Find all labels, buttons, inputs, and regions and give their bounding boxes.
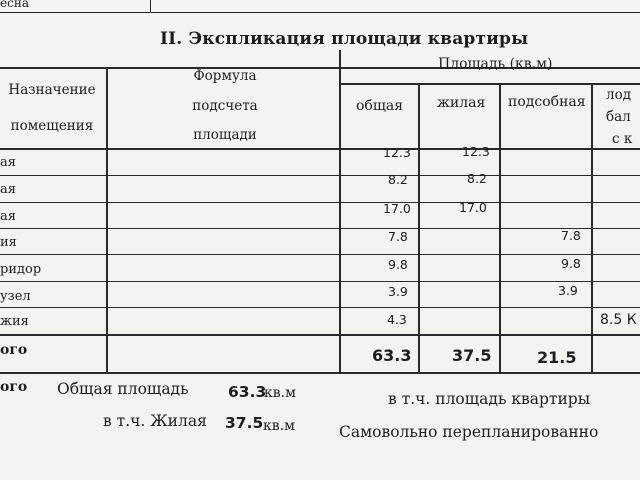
header-purpose-line: помещения bbox=[10, 118, 94, 134]
totals-aux: 21.5 bbox=[537, 348, 577, 367]
header-loggia-line: бал bbox=[606, 109, 631, 125]
totals-living: 37.5 bbox=[452, 346, 492, 365]
header-purpose bbox=[2, 78, 102, 138]
page-title: II. Экспликация площади квартиры bbox=[160, 29, 529, 49]
area-living: 12.3 bbox=[462, 144, 490, 159]
header-area-group: Площадь (кв.м) bbox=[438, 56, 553, 72]
area-aux: 9.8 bbox=[561, 256, 581, 271]
summary-unit: кв.м bbox=[264, 385, 296, 401]
room-name: ая bbox=[0, 155, 16, 170]
room-name: узел bbox=[0, 289, 31, 304]
area-total: 12.3 bbox=[383, 145, 411, 160]
summary-total-label: Общая площадь bbox=[57, 380, 189, 398]
totals-total: 63.3 bbox=[372, 346, 412, 365]
area-aux: 3.9 bbox=[558, 283, 578, 298]
area-living: 8.2 bbox=[467, 171, 487, 186]
header-loggia-line: лод bbox=[606, 87, 632, 103]
room-name: ая bbox=[0, 209, 16, 224]
summary-replan-label: Самовольно перепланированно bbox=[339, 423, 599, 441]
header-total: общая bbox=[356, 98, 404, 114]
header-purpose-line: Назначение bbox=[8, 82, 96, 98]
header-loggia bbox=[606, 84, 632, 150]
summary-unit: кв.м bbox=[263, 418, 295, 434]
area-aux: 7.8 bbox=[561, 228, 581, 243]
summary-apartment-area-label: в т.ч. площадь квартиры bbox=[388, 390, 591, 408]
summary-total-value: 63.3 bbox=[228, 383, 267, 401]
fragment-text: есна bbox=[0, 0, 29, 10]
room-name: ия bbox=[0, 235, 17, 250]
totals-label: ого bbox=[0, 342, 28, 358]
room-name: ридор bbox=[0, 262, 42, 277]
header-living: жилая bbox=[437, 95, 486, 111]
header-auxiliary: подсобная bbox=[508, 94, 586, 110]
summary-living-label: в т.ч. Жилая bbox=[103, 412, 207, 430]
area-loggia: 8.5 К bbox=[600, 312, 637, 328]
summary-prefix: ого bbox=[0, 379, 28, 395]
area-total: 4.3 bbox=[387, 312, 407, 327]
area-total: 17.0 bbox=[383, 201, 411, 216]
area-living: 17.0 bbox=[459, 200, 487, 215]
header-formula-line: площади bbox=[193, 127, 257, 143]
room-name: ая bbox=[0, 182, 16, 197]
header-loggia-line: с к bbox=[612, 131, 633, 147]
area-total: 9.8 bbox=[388, 257, 408, 272]
area-total: 3.9 bbox=[388, 284, 408, 299]
area-total: 8.2 bbox=[388, 172, 408, 187]
summary-living-value: 37.5 bbox=[225, 414, 264, 432]
area-total: 7.8 bbox=[388, 229, 408, 244]
room-name: жия bbox=[0, 314, 29, 329]
header-formula-line: Формула bbox=[193, 68, 257, 84]
header-formula-line: подсчета bbox=[192, 98, 258, 114]
header-formula bbox=[170, 64, 280, 147]
